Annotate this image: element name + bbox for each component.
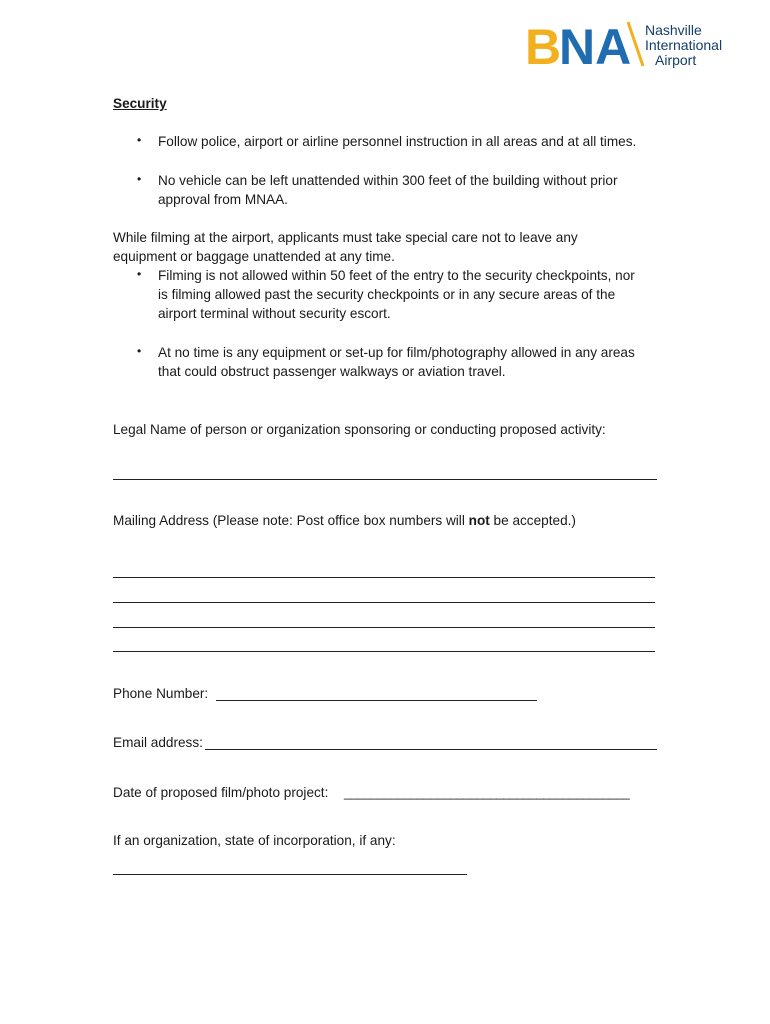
bullet-glyph: • — [137, 267, 142, 281]
email-field[interactable] — [205, 749, 657, 750]
mailing-address-label — [113, 511, 576, 530]
email-label: Email address: — [113, 735, 203, 750]
incorporation-label: If an organization, state of incorporation, if any: — [113, 833, 396, 848]
date-field[interactable]: ___________________________________________ — [344, 785, 630, 800]
bullet-text: No vehicle can be left unattended within 300 feet of the building without prior — [158, 173, 618, 188]
phone-label: Phone Number: — [113, 686, 209, 701]
bullet-glyph: • — [137, 344, 142, 358]
security-heading: Security — [113, 96, 167, 111]
paragraph-line: While filming at the airport, applicants must take special care not to leave any — [113, 230, 578, 245]
bullet-glyph: • — [137, 133, 142, 147]
mailing-not: not — [468, 513, 490, 528]
bullet-text: At no time is any equipment or set-up for film/photography allowed in any areas — [158, 345, 635, 360]
paragraph-line: equipment or baggage unattended at any time. — [113, 249, 395, 264]
bullet-text: Filming is not allowed within 50 feet of the entry to the security checkpoints, nor — [158, 268, 635, 283]
legal-name-label: Legal Name of person or organization sponsoring or conducting proposed activity: — [113, 422, 606, 437]
bullet-text: Follow police, airport or airline personnel instruction in all areas and at all times. — [158, 134, 637, 149]
logo-line3: Airport — [655, 52, 697, 68]
mailing-address-line-4[interactable] — [113, 651, 655, 652]
logo-na: NA — [559, 19, 632, 70]
incorporation-field[interactable] — [113, 874, 467, 875]
legal-name-field[interactable] — [113, 479, 657, 480]
logo-b: B — [525, 19, 562, 70]
mailing-suffix: be accepted.) — [489, 513, 576, 528]
date-label: Date of proposed film/photo project: — [113, 785, 329, 800]
bullet-text: that could obstruct passenger walkways or aviation travel. — [158, 364, 506, 379]
phone-field[interactable] — [216, 700, 537, 701]
mailing-address-line-1[interactable] — [113, 577, 655, 578]
bullet-text: approval from MNAA. — [158, 192, 288, 207]
bullet-glyph: • — [137, 172, 142, 186]
mailing-address-line-3[interactable] — [113, 627, 655, 628]
bullet-text: is filming allowed past the security checkpoints or in any secure areas of the — [158, 287, 616, 302]
bna-airport-logo — [525, 18, 750, 70]
mailing-prefix: Mailing Address (Please note: Post office box numbers will — [113, 513, 469, 528]
logo-line1: Nashville — [645, 22, 702, 38]
bullet-text: airport terminal without security escort. — [158, 306, 391, 321]
logo-line2: International — [645, 37, 723, 53]
mailing-address-line-2[interactable] — [113, 602, 655, 603]
